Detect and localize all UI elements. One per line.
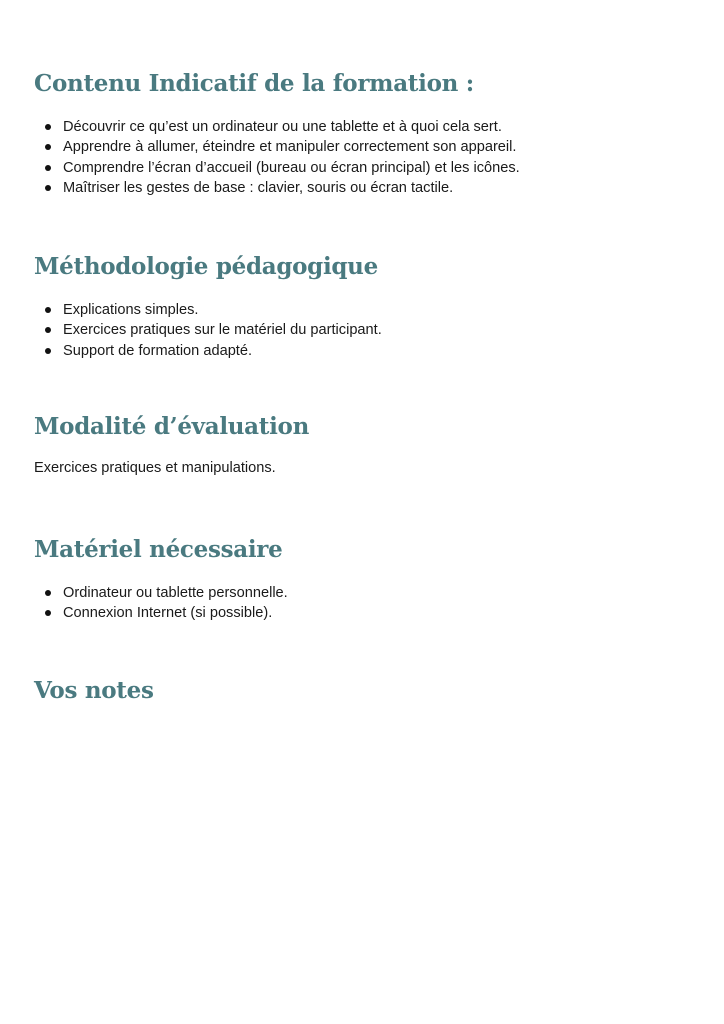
bullet-icon [45, 610, 51, 616]
course-content-list [34, 117, 694, 199]
evaluation-text: Exercices pratiques et manipulations. [34, 460, 276, 476]
equipment-list [34, 583, 694, 624]
bullet-icon [45, 185, 51, 191]
list-item-text: Découvrir ce qu’est un ordinateur ou une tablette et à quoi cela sert. [63, 119, 502, 135]
bullet-icon [45, 307, 51, 313]
section-heading: Matériel nécessaire [34, 536, 283, 563]
section-evaluation [34, 412, 694, 478]
bullet-icon [45, 348, 51, 354]
section-teaching-method [34, 252, 694, 361]
teaching-method-list [34, 300, 694, 361]
list-item [34, 158, 694, 178]
list-item-text: Explications simples. [63, 302, 199, 318]
list-item-text: Comprendre l’écran d’accueil (bureau ou écran principal) et les icônes. [63, 159, 520, 176]
bullet-icon [45, 165, 51, 171]
notes-area [34, 706, 694, 1006]
list-item [34, 178, 694, 198]
section-heading: Méthodologie pédagogique [34, 253, 378, 280]
list-item [34, 137, 694, 157]
section-heading: Vos notes [34, 677, 154, 704]
list-item-text: Exercices pratiques sur le matériel du participant. [63, 322, 382, 339]
section-required-equipment [34, 535, 694, 624]
list-item-text: Ordinateur ou tablette personnelle. [63, 585, 288, 601]
list-item [34, 320, 694, 340]
section-notes [34, 676, 694, 1006]
list-item-text: Support de formation adapté. [63, 342, 253, 359]
section-heading: Modalité d’évaluation [34, 413, 310, 440]
bullet-icon [45, 144, 51, 150]
list-item-text: Maîtriser les gestes de base : clavier, souris ou écran tactile. [63, 180, 454, 197]
bullet-icon [45, 590, 51, 596]
list-item [34, 583, 694, 603]
section-course-content [34, 69, 694, 199]
list-item [34, 341, 694, 361]
bullet-icon [45, 327, 51, 333]
list-item [34, 603, 694, 623]
list-item [34, 117, 694, 137]
list-item-text: Connexion Internet (si possible). [63, 605, 273, 622]
bullet-icon [45, 124, 51, 130]
list-item [34, 300, 694, 320]
section-heading: Contenu Indicatif de la formation : [34, 70, 474, 97]
list-item-text: Apprendre à allumer, éteindre et manipuler correctement son appareil. [63, 139, 517, 156]
